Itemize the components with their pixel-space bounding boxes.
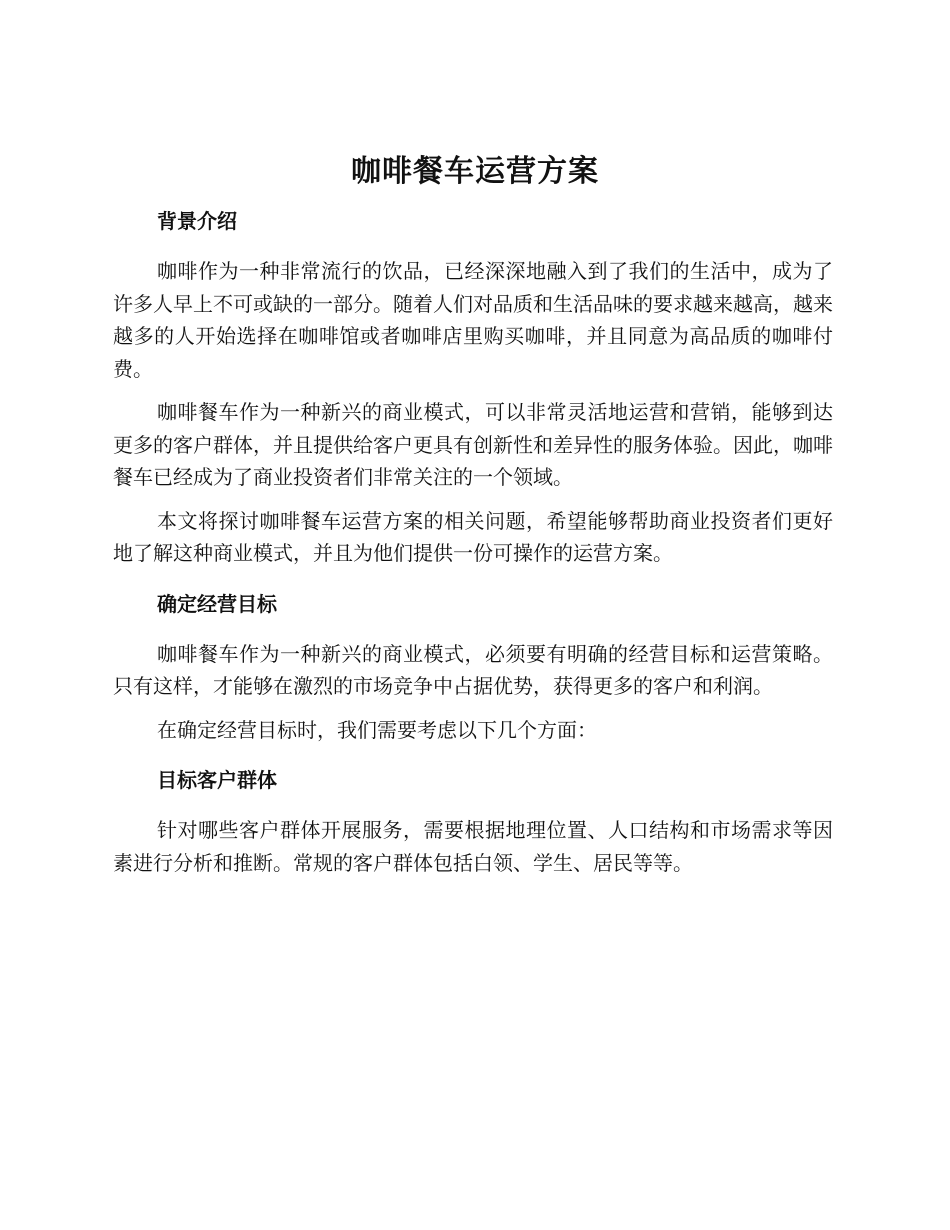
section-business-goals: [113, 581, 833, 747]
section-background: [113, 198, 833, 570]
document-body: [113, 198, 833, 890]
section-heading: 目标客户群体: [157, 768, 277, 792]
paragraph: 在确定经营目标时，我们需要考虑以下几个方面：: [157, 717, 597, 742]
paragraph: 咖啡餐车作为一种新兴的商业模式，可以非常灵活地运营和营销，能够到达更多的客户群体，并且提供给客户更具有创新性和差异性的服务体验。因此，咖啡餐车已经成为了商业投资者们非常关注的一个领域。: [113, 400, 833, 489]
section-heading: 背景介绍: [157, 209, 237, 233]
section-heading: 确定经营目标: [157, 591, 277, 616]
document-title: 咖啡餐车运营方案: [351, 154, 599, 189]
section-target-customers: [113, 757, 833, 879]
paragraph: 针对哪些客户群体开展服务，需要根据地理位置、人口结构和市场需求等因素进行分析和推断。常规的客户群体包括白领、学生、居民等等。: [113, 818, 833, 875]
paragraph: 咖啡餐车作为一种新兴的商业模式，必须要有明确的经营目标和运营策略。只有这样，才能够在激烈的市场竞争中占据优势，获得更多的客户和利润。: [113, 641, 833, 698]
paragraph: 本文将探讨咖啡餐车运营方案的相关问题，希望能够帮助商业投资者们更好地了解这种商业模式，并且为他们提供一份可操作的运营方案。: [113, 508, 833, 565]
paragraph: 咖啡作为一种非常流行的饮品，已经深深地融入到了我们的生活中，成为了许多人早上不可或缺的一部分。随着人们对品质和生活品味的要求越来越高，越来越多的人开始选择在咖啡馆或者咖啡店里购买咖啡，并且同意为高品质的咖啡付费。: [113, 259, 833, 381]
